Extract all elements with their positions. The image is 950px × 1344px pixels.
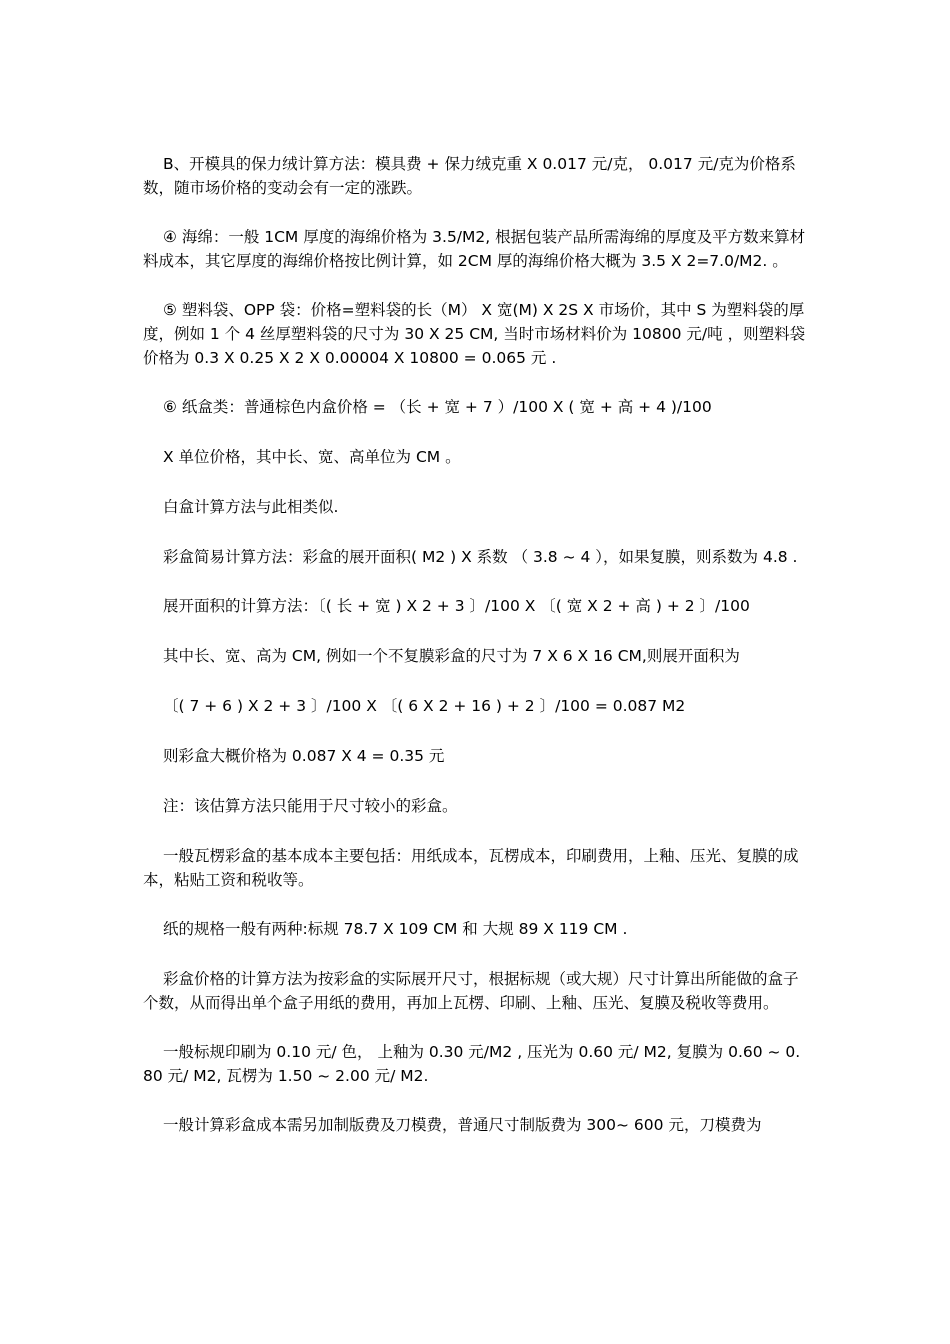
paragraph-plate-die-fee: 一般计算彩盒成本需另加制版费及刀模费，普通尺寸制版费为 300~ 600 元，刀模费为 xyxy=(163,1116,762,1134)
paragraph-paper-box-formula: ⑥ 纸盒类：普通棕色内盒价格 = （长 + 宽 + 7 ）/100 X ( 宽 + 高 + 4 )/100 xyxy=(163,398,712,416)
paragraph-corrugated-box-cost: 一般瓦楞彩盒的基本成本主要包括：用纸成本，瓦楞成本，印刷费用，上釉、压光、复膜的成本，粘贴工资和税收等。 xyxy=(143,847,799,889)
paragraph-process-prices: 一般标规印刷为 0.10 元/ 色， 上釉为 0.30 元/M2 , 压光为 0.60 元/ M2, 复膜为 0.60 ~ 0.80 元/ M2, 瓦楞为 1.50 ~ 2.00 元/ M2. xyxy=(143,1043,801,1085)
paragraph-example-size: 其中长、宽、高为 CM, 例如一个不复膜彩盒的尺寸为 7 X 6 X 16 CM,则展开面积为 xyxy=(163,647,740,665)
paragraph-note: 注：该估算方法只能用于尺寸较小的彩盒。 xyxy=(163,797,458,815)
paragraph-unfolded-area-formula: 展开面积的计算方法：〔( 长 + 宽 ) X 2 + 3 〕/100 X 〔( 宽 X 2 + 高 ) + 2 〕/100 xyxy=(163,597,750,615)
paragraph-color-box-price-method: 彩盒价格的计算方法为按彩盒的实际展开尺寸，根据标规（或大规）尺寸计算出所能做的盒子个数，从而得出单个盒子用纸的费用，再加上瓦楞、印刷、上釉、压光、复膜及税收等费用。 xyxy=(143,970,799,1012)
document-body xyxy=(143,152,808,1162)
paragraph-mold-flocking-cost: B、开模具的保力绒计算方法：模具费 + 保力绒克重 X 0.017 元/克， 0.017 元/克为价格系数，随市场价格的变动会有一定的涨跌。 xyxy=(143,155,796,197)
paragraph-sponge-cost: ④ 海绵：一般 1CM 厚度的海绵价格为 3.5/M2, 根据包装产品所需海绵的厚度及平方数来算材料成本，其它厚度的海绵价格按比例计算，如 2CM 厚的海绵价格大概为 3.5 X 2=7.0/M2. 。 xyxy=(143,228,806,270)
paragraph-color-box-simple: 彩盒简易计算方法：彩盒的展开面积( M2 ) X 系数 （ 3.8 ~ 4 ），如果复膜，则系数为 4.8 . xyxy=(163,548,798,566)
paragraph-paper-sizes: 纸的规格一般有两种:标规 78.7 X 109 CM 和 大规 89 X 119 CM . xyxy=(163,920,628,938)
paragraph-example-price: 则彩盒大概价格为 0.087 X 4 = 0.35 元 xyxy=(163,747,445,765)
paragraph-unit-price-note: X 单位价格，其中长、宽、高单位为 CM 。 xyxy=(163,448,461,466)
paragraph-plastic-bag-cost: ⑤ 塑料袋、OPP 袋：价格=塑料袋的长（M） X 宽(M) X 2S X 市场价，其中 S 为塑料袋的厚度，例如 1 个 4 丝厚塑料袋的尺寸为 30 X 25 CM, 当时市场材料价为 10800 元/吨 ，则塑料袋价格为 0.3 X 0.25 X 2 X 0.00004 X 10800 = 0.065 元 . xyxy=(143,301,806,367)
paragraph-white-box-note: 白盒计算方法与此相类似. xyxy=(163,498,339,516)
paragraph-example-calculation: 〔( 7 + 6 ) X 2 + 3 〕/100 X 〔( 6 X 2 + 16 ) + 2 〕/100 = 0.087 M2 xyxy=(163,697,686,715)
